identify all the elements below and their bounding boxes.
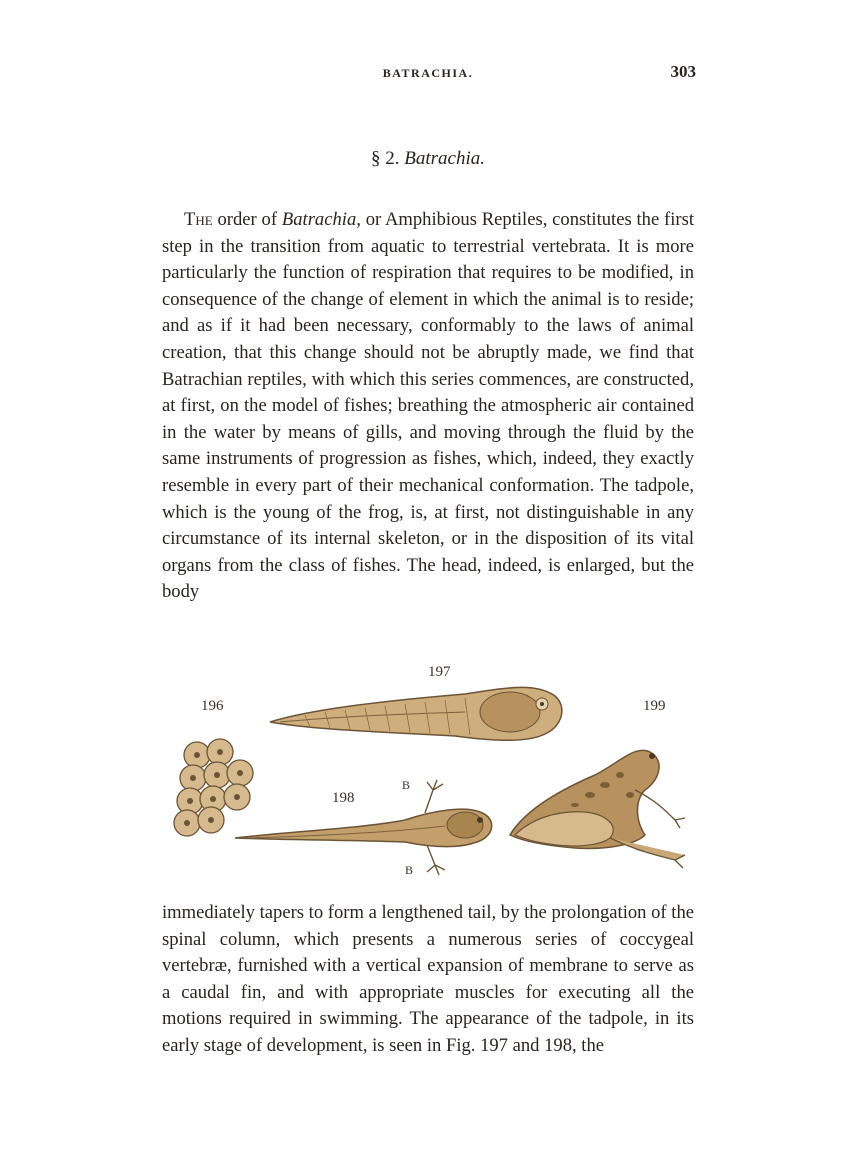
early-tadpole-illustration bbox=[270, 687, 562, 740]
lead-word: The bbox=[184, 209, 213, 230]
section-number: § 2. bbox=[371, 148, 400, 169]
running-head: BATRACHIA. bbox=[382, 66, 474, 80]
section-title bbox=[160, 148, 696, 170]
page-number: 303 bbox=[670, 62, 696, 81]
para1-italic-term: Batrachia, bbox=[281, 209, 361, 230]
figure-tadpole-development bbox=[165, 660, 705, 885]
para1-text-a: order of bbox=[212, 209, 282, 230]
para1-text-b: or Amphibious Reptiles, constitutes the first step in the transition from aquatic to terrestrial vertebrata. It is more particularly the function of respiration that requires to be modified, in consequence of the change of element in which the animal is to reside; and as if it had been necessary, conformably to the laws of animal creation, that this change should not be abruptly made, we find that Batrachian reptiles, with which this series commences, are constructed, at first, on the model of fishes; breathing the atmospheric air contained in the water by means of gills, and moving through the fluid by the same instruments of progression as fishes, which, indeed, they exactly resemble in every part of their mechanical conformation. The tadpole, which is the young of the frog, is, at first, not distinguishable in any circumstance of its internal skeleton, or in the disposition of its vital organs from the class of fishes. The head, indeed, is enlarged, but the body bbox=[162, 209, 694, 603]
fig-197-label: 197 bbox=[428, 664, 451, 680]
fig-196-label: 196 bbox=[201, 698, 224, 714]
paragraph-2: immediately tapers to form a lengthened tail, by the prolongation of the spinal column, which presents a numerous series of coccygeal vertebræ, furnished with a vertical expansion of membrane to serve as a caudal fin, and with appropriate muscles for executing all the motions required in swimming. The appearance of the tadpole, in its early stage of development, is seen in Fig. 197 and 198, the bbox=[162, 902, 694, 1056]
fig-199-label: 199 bbox=[643, 698, 666, 714]
paragraph-1 bbox=[162, 207, 694, 606]
figure-illustration bbox=[165, 660, 705, 885]
adult-frog-illustration bbox=[510, 750, 685, 868]
tadpole-with-legs-illustration bbox=[235, 780, 492, 875]
label-b-upper: B bbox=[402, 778, 411, 792]
section-name: Batrachia. bbox=[404, 148, 485, 169]
page-header bbox=[160, 62, 696, 84]
frog-eggs-illustration bbox=[174, 739, 253, 836]
label-b-lower: B bbox=[405, 863, 414, 877]
fig-198-label: 198 bbox=[332, 790, 355, 806]
